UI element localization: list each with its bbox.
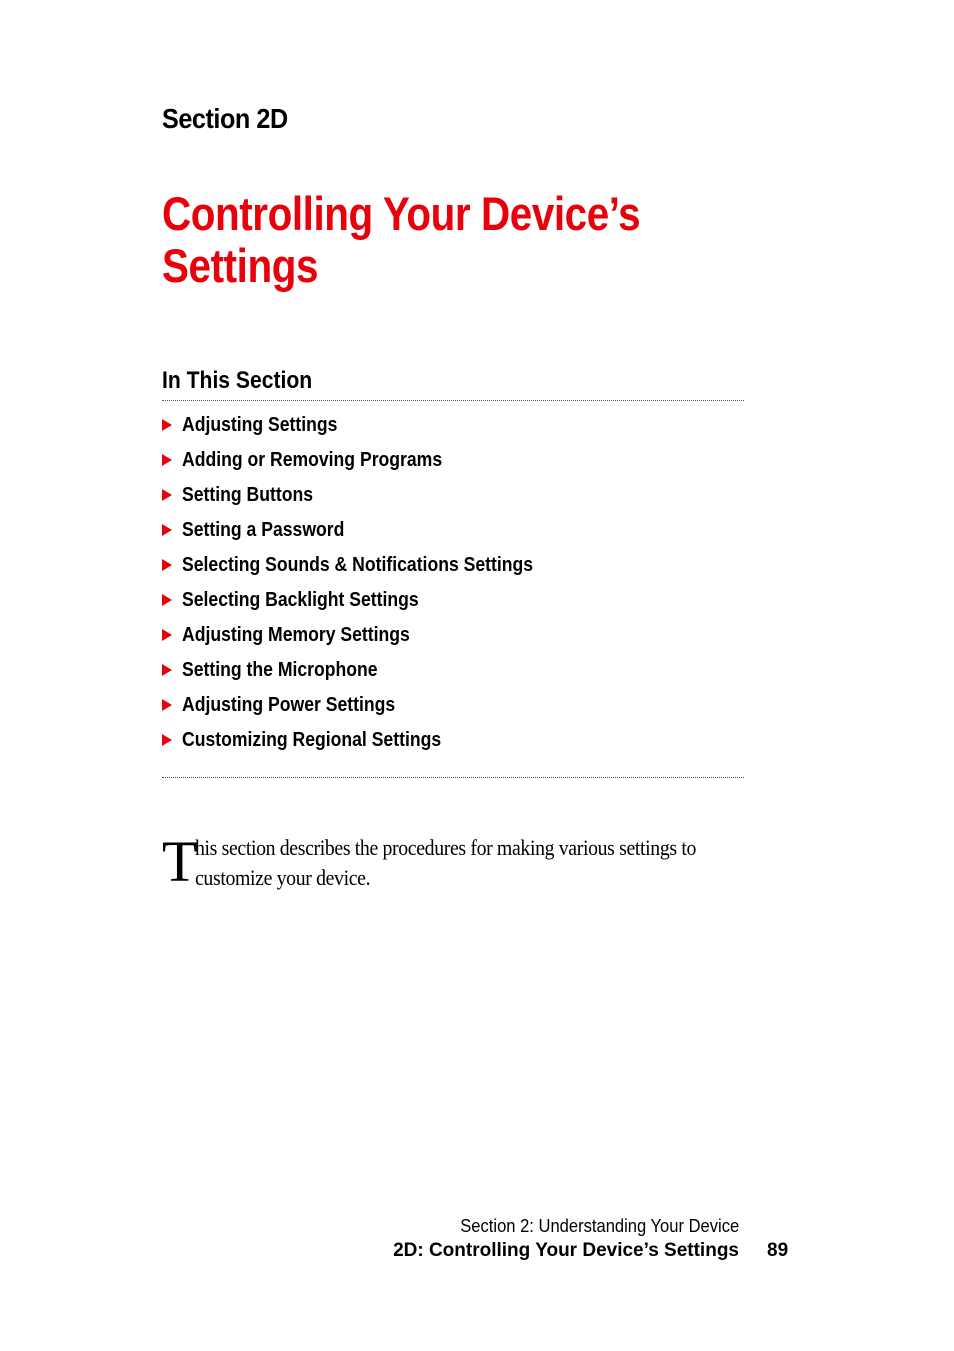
toc-item-label: Adjusting Power Settings <box>182 694 396 716</box>
toc-item <box>162 408 581 443</box>
section-label: Section 2D <box>162 103 288 134</box>
toc-item-label: Setting the Microphone <box>182 659 378 681</box>
toc-item <box>162 443 581 478</box>
triangle-bullet-icon <box>162 489 172 501</box>
toc-top-divider <box>162 400 744 401</box>
toc-item <box>162 688 581 723</box>
triangle-bullet-icon <box>162 664 172 676</box>
footer-chapter-title: 2D: Controlling Your Device’s Settings <box>393 1240 739 1261</box>
toc-item <box>162 618 581 653</box>
footer-section-title: Section 2: Understanding Your Device <box>460 1216 739 1236</box>
toc-item-label: Adjusting Settings <box>182 414 338 436</box>
toc-item <box>162 653 581 688</box>
triangle-bullet-icon <box>162 524 172 536</box>
intro-text: his section describes the procedures for making various settings to customize your device. <box>195 835 697 890</box>
toc-list <box>162 408 581 758</box>
toc-item-label: Setting Buttons <box>182 484 314 506</box>
toc-item <box>162 478 581 513</box>
toc-item <box>162 548 581 583</box>
toc-item-label: Customizing Regional Settings <box>182 729 442 751</box>
toc-item <box>162 513 581 548</box>
triangle-bullet-icon <box>162 594 172 606</box>
toc-heading: In This Section <box>162 367 313 394</box>
triangle-bullet-icon <box>162 419 172 431</box>
page-number: 89 <box>767 1240 789 1261</box>
triangle-bullet-icon <box>162 559 172 571</box>
toc-bottom-divider <box>162 777 744 778</box>
toc-item <box>162 723 581 758</box>
toc-item-label: Setting a Password <box>182 519 345 541</box>
toc-item-label: Selecting Backlight Settings <box>182 589 419 611</box>
toc-item-label: Adjusting Memory Settings <box>182 624 410 646</box>
triangle-bullet-icon <box>162 699 172 711</box>
toc-item <box>162 583 581 618</box>
triangle-bullet-icon <box>162 629 172 641</box>
toc-item-label: Adding or Removing Programs <box>182 449 443 471</box>
toc-item-label: Selecting Sounds & Notifications Settings <box>182 554 534 576</box>
chapter-title: Controlling Your Device’s Settings <box>162 187 641 292</box>
triangle-bullet-icon <box>162 734 172 746</box>
triangle-bullet-icon <box>162 454 172 466</box>
drop-cap: T <box>162 829 198 894</box>
